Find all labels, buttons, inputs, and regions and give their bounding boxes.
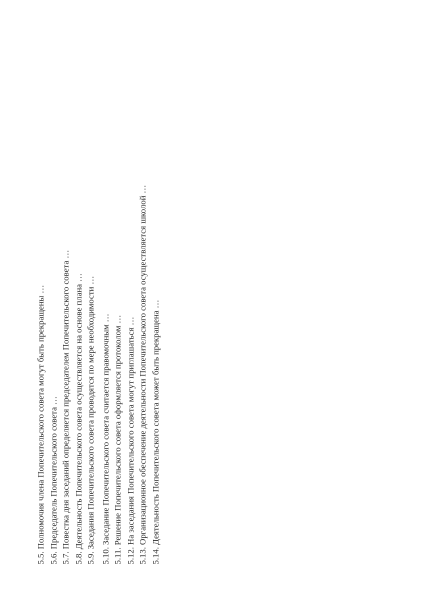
paragraph-5-5: 5.5. Полномочия члена Попечительского совета могут быть прекращены … xyxy=(35,284,46,565)
paragraph-5-8: 5.8. Деятельность Попечительского совета осуществляется на основе плана … xyxy=(73,273,84,565)
paragraph-5-14: 5.14. Деятельность Попечительского совета может быть прекращена … xyxy=(150,299,161,565)
document-sheet xyxy=(29,29,406,573)
paragraph-5-6: 5.6. Председатель Попечительского совета … xyxy=(48,396,59,565)
paragraph-5-13: 5.13. Организационное обеспечение деятельности Попечительского совета осуществляется школой … xyxy=(137,184,148,565)
paragraph-5-7: 5.7. Повестка дня заседаний определяется председателем Попечительского совета … xyxy=(60,249,71,565)
paragraph-5-11: 5.11. Решение Попечительского совета оформляется протоколом … xyxy=(112,314,123,565)
paragraph-5-12: 5.12. На заседания Попечительского совета могут приглашаться … xyxy=(125,316,136,565)
paragraph-5-10: 5.10. Заседание Попечительского совета считается правомочным … xyxy=(100,313,111,565)
paragraph-5-9: 5.9. Заседания Попечительского совета проводятся по мере необходимости … xyxy=(85,275,96,565)
